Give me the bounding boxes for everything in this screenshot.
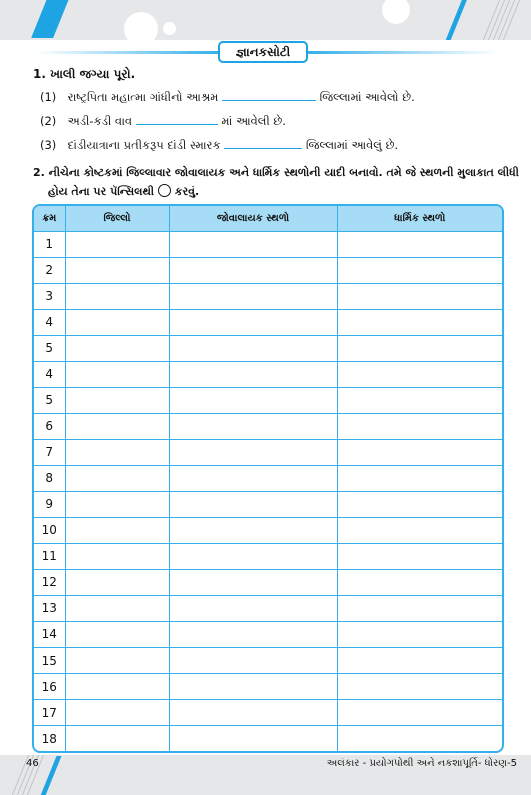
row-number: 17 (34, 700, 65, 726)
sightseeing-cell[interactable] (169, 569, 337, 595)
page-number: 46 (26, 758, 39, 769)
religious-cell[interactable] (337, 491, 502, 517)
table-row (34, 595, 502, 621)
religious-cell[interactable] (337, 361, 502, 387)
sightseeing-cell[interactable] (169, 648, 337, 674)
sightseeing-cell[interactable] (169, 621, 337, 647)
row-number: 14 (34, 621, 65, 647)
row-number: 16 (34, 674, 65, 700)
item-text-after: માં આવેલી છે. (221, 114, 286, 128)
district-cell[interactable] (65, 700, 169, 726)
religious-cell[interactable] (337, 309, 502, 335)
question-1-heading: 1. ખાલી જગ્યા પૂરો. (33, 67, 136, 81)
fill-blank-item-1 (40, 90, 415, 105)
section-title: જ્ઞાનકસોટી (218, 41, 308, 63)
table-row (34, 335, 502, 361)
district-cell[interactable] (65, 231, 169, 257)
district-cell[interactable] (65, 543, 169, 569)
district-cell[interactable] (65, 517, 169, 543)
item-number: (2) (40, 114, 57, 128)
sightseeing-cell[interactable] (169, 361, 337, 387)
district-cell[interactable] (65, 726, 169, 751)
religious-cell[interactable] (337, 517, 502, 543)
item-text-before: રાષ્ટ્રપિતા મહાત્મા ગાંધીનો આશ્રમ (67, 90, 219, 104)
religious-cell[interactable] (337, 413, 502, 439)
row-number: 18 (34, 726, 65, 751)
sightseeing-cell[interactable] (169, 335, 337, 361)
table-row (34, 674, 502, 700)
district-cell[interactable] (65, 413, 169, 439)
district-cell[interactable] (65, 569, 169, 595)
item-number: (3) (40, 138, 57, 152)
table-row (34, 569, 502, 595)
religious-cell[interactable] (337, 283, 502, 309)
table-row (34, 439, 502, 465)
answer-blank-3[interactable] (224, 139, 302, 149)
sightseeing-cell[interactable] (169, 413, 337, 439)
row-number: 2 (34, 257, 65, 283)
sightseeing-cell[interactable] (169, 543, 337, 569)
title-rule-left (35, 51, 218, 54)
sightseeing-cell[interactable] (169, 283, 337, 309)
row-number: 4 (34, 309, 65, 335)
row-number: 13 (34, 595, 65, 621)
district-cell[interactable] (65, 465, 169, 491)
row-number: 11 (34, 543, 65, 569)
religious-cell[interactable] (337, 257, 502, 283)
sightseeing-cell[interactable] (169, 491, 337, 517)
book-title: અલંકાર - પ્રયોગપોથી અને નકશાપૂર્તિ- ધોરણ-5 (326, 758, 517, 769)
row-number: 1 (34, 231, 65, 257)
table-row (34, 283, 502, 309)
fill-blank-item-3 (40, 138, 398, 153)
table-row (34, 465, 502, 491)
table-row (34, 621, 502, 647)
blue-stripe-decoration (31, 0, 71, 38)
places-table (32, 204, 504, 753)
table-row (34, 543, 502, 569)
instruction-text-end: કરવું. (174, 185, 200, 198)
blue-stripe-decoration-right (446, 0, 470, 40)
district-cell[interactable] (65, 491, 169, 517)
religious-cell[interactable] (337, 674, 502, 700)
instruction-text: હોય તેના પર પૅન્સિલથી (48, 185, 155, 198)
district-cell[interactable] (65, 309, 169, 335)
row-number: 5 (34, 335, 65, 361)
table-row (34, 700, 502, 726)
religious-cell[interactable] (337, 569, 502, 595)
table-row (34, 517, 502, 543)
question-2-instruction (48, 184, 199, 199)
sightseeing-cell[interactable] (169, 595, 337, 621)
religious-cell[interactable] (337, 387, 502, 413)
column-header-district: જિલ્લો (65, 206, 169, 231)
sightseeing-cell[interactable] (169, 517, 337, 543)
sightseeing-cell[interactable] (169, 439, 337, 465)
circle-decoration (124, 12, 158, 40)
sightseeing-cell[interactable] (169, 387, 337, 413)
item-text-after: જિલ્લામાં આવેલો છે. (319, 90, 415, 104)
row-number: 9 (34, 491, 65, 517)
hatch-line (483, 0, 500, 40)
table-row (34, 726, 502, 751)
district-cell[interactable] (65, 595, 169, 621)
religious-cell[interactable] (337, 231, 502, 257)
row-number: 7 (34, 439, 65, 465)
sightseeing-cell[interactable] (169, 674, 337, 700)
title-rule-right (308, 51, 498, 54)
religious-cell[interactable] (337, 700, 502, 726)
fill-blank-item-2 (40, 114, 286, 129)
district-cell[interactable] (65, 335, 169, 361)
item-number: (1) (40, 90, 57, 104)
table-row (34, 257, 502, 283)
answer-blank-1[interactable] (222, 91, 316, 101)
row-number: 15 (34, 648, 65, 674)
religious-cell[interactable] (337, 648, 502, 674)
religious-cell[interactable] (337, 621, 502, 647)
religious-cell[interactable] (337, 726, 502, 751)
sightseeing-cell[interactable] (169, 309, 337, 335)
top-banner (0, 0, 531, 40)
district-cell[interactable] (65, 387, 169, 413)
circle-decoration-top (382, 0, 410, 24)
row-number: 4 (34, 361, 65, 387)
item-text-after: જિલ્લામાં આવેલું છે. (305, 138, 399, 152)
table-row (34, 309, 502, 335)
district-cell[interactable] (65, 648, 169, 674)
table-row (34, 648, 502, 674)
district-cell[interactable] (65, 621, 169, 647)
district-cell[interactable] (65, 361, 169, 387)
row-number: 8 (34, 465, 65, 491)
table-row (34, 491, 502, 517)
district-cell[interactable] (65, 283, 169, 309)
answer-blank-2[interactable] (136, 115, 218, 125)
religious-cell[interactable] (337, 595, 502, 621)
row-number: 6 (34, 413, 65, 439)
item-text-before: અડી-કડી વાવ (67, 114, 133, 128)
row-number: 10 (34, 517, 65, 543)
religious-cell[interactable] (337, 465, 502, 491)
table-header-row (34, 206, 502, 231)
sightseeing-cell[interactable] (169, 231, 337, 257)
question-2-heading: 2. નીચેના કોષ્ટકમાં જિલ્લાવાર જોવાલાયક અને ધાર્મિક સ્થળોની યાદી બનાવો. તમે જે સ્થળની મુલાકાત લીધી (33, 166, 519, 179)
column-header-religious: ધાર્મિક સ્થળો (337, 206, 502, 231)
item-text-before: દાંડીયાત્રાના પ્રતીકરૂપ દાંડી સ્મારક (67, 138, 221, 152)
sightseeing-cell[interactable] (169, 257, 337, 283)
circle-mark-icon (158, 184, 171, 197)
table-row (34, 413, 502, 439)
sightseeing-cell[interactable] (169, 465, 337, 491)
table-row (34, 231, 502, 257)
district-cell[interactable] (65, 674, 169, 700)
row-number: 3 (34, 283, 65, 309)
religious-cell[interactable] (337, 439, 502, 465)
district-cell[interactable] (65, 439, 169, 465)
circle-decoration-small (163, 22, 176, 35)
religious-cell[interactable] (337, 543, 502, 569)
row-number: 5 (34, 387, 65, 413)
table-row (34, 361, 502, 387)
sightseeing-cell[interactable] (169, 726, 337, 751)
sightseeing-cell[interactable] (169, 700, 337, 726)
row-number: 12 (34, 569, 65, 595)
table-row (34, 387, 502, 413)
religious-cell[interactable] (337, 335, 502, 361)
column-header-serial: ક્રમ (34, 206, 65, 231)
district-cell[interactable] (65, 257, 169, 283)
column-header-sightseeing: જોવાલાયક સ્થળો (169, 206, 337, 231)
